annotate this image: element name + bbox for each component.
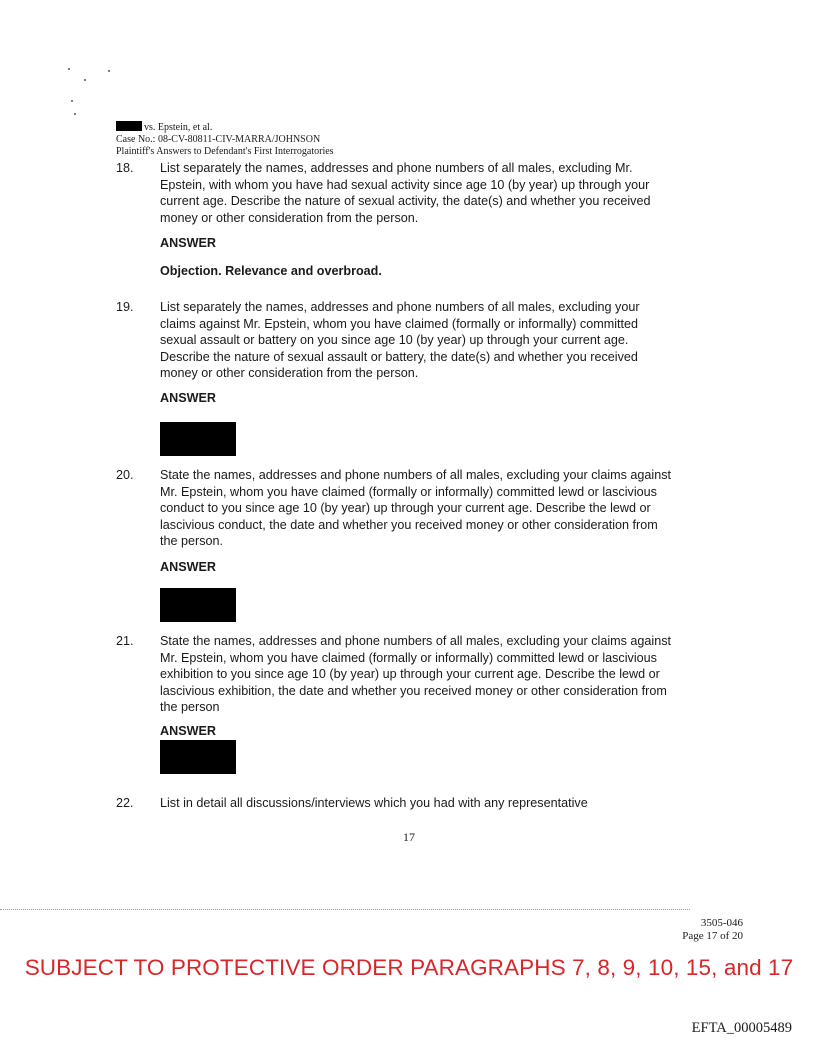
scan-speck — [84, 79, 86, 81]
item-text: State the names, addresses and phone numbers of all males, excluding your claims against Mr. Epstein, whom you have claimed (formally or informally) committed lewd or lascivious exhibition to you since age 10 (by year) up through your current age. Describe the lewd or lascivious exhibition, the date and whether you received money or other consideration from the person — [160, 634, 672, 715]
answer-label: ANSWER — [160, 236, 216, 250]
bates-page: Page 17 of 20 — [682, 930, 743, 942]
footer-divider — [0, 909, 690, 910]
page-number: 17 — [403, 830, 415, 844]
item-text: State the names, addresses and phone numbers of all males, excluding your claims against Mr. Epstein, whom you have claimed (formally or informally) committed lewd or lascivious conduct to you since age 10 (by year) up through your current age. Describe the lewd or lascivious conduct, the date and whether you received money or other consideration from the person. — [160, 468, 672, 549]
document-title: Plaintiff's Answers to Defendant's First Interrogatories — [116, 146, 334, 157]
scan-speck — [71, 100, 73, 102]
item-text: List in detail all discussions/interviews which you had with any representative — [160, 796, 588, 810]
efta-identifier: EFTA_00005489 — [691, 1020, 792, 1036]
item-text: List separately the names, addresses and phone numbers of all males, excluding Mr. Epstein, with whom you have had sexual activity since age 10 (by year) up through your current age. Describe the nature of sexual activity, the date(s) and whether you received money or other consideration from the person. — [160, 161, 651, 225]
interrogatory-item — [116, 467, 676, 550]
item-number: 18. — [116, 161, 134, 175]
item-number: 22. — [116, 796, 134, 810]
document-header — [116, 121, 334, 158]
scan-speck — [68, 68, 70, 70]
answer-label: ANSWER — [160, 724, 216, 738]
scan-speck — [74, 113, 76, 115]
interrogatory-item — [116, 633, 676, 716]
redaction-bar — [116, 121, 142, 131]
item-number: 20. — [116, 468, 134, 482]
interrogatory-item — [116, 160, 676, 226]
answer-text: Objection. Relevance and overbroad. — [160, 264, 382, 278]
interrogatory-item — [116, 299, 676, 382]
answer-label: ANSWER — [160, 560, 216, 574]
redaction-block — [160, 422, 236, 456]
redaction-block — [160, 588, 236, 622]
answer-label: ANSWER — [160, 391, 216, 405]
scan-speck — [108, 70, 110, 72]
bates-code: 3505-046 — [700, 917, 743, 929]
item-number: 19. — [116, 300, 134, 314]
item-number: 21. — [116, 634, 134, 648]
protective-order-notice: SUBJECT TO PROTECTIVE ORDER PARAGRAPHS 7, 8, 9, 10, 15, and 17 — [24, 955, 794, 980]
redaction-block — [160, 740, 236, 774]
case-number: Case No.: 08-CV-80811-CIV-MARRA/JOHNSON — [116, 134, 321, 145]
interrogatory-item — [116, 795, 676, 812]
case-caption: vs. Epstein, et al. — [116, 121, 334, 134]
bates-stamp — [682, 917, 743, 943]
item-text: List separately the names, addresses and phone numbers of all males, excluding your claims against Mr. Epstein, whom you have claimed (formally or informally) committed sexual assault or battery on you since age 10 (by year) up through your current age. Describe the nature of sexual assault or battery, the date(s) and whether you received money or other consideration from the person. — [160, 300, 640, 381]
